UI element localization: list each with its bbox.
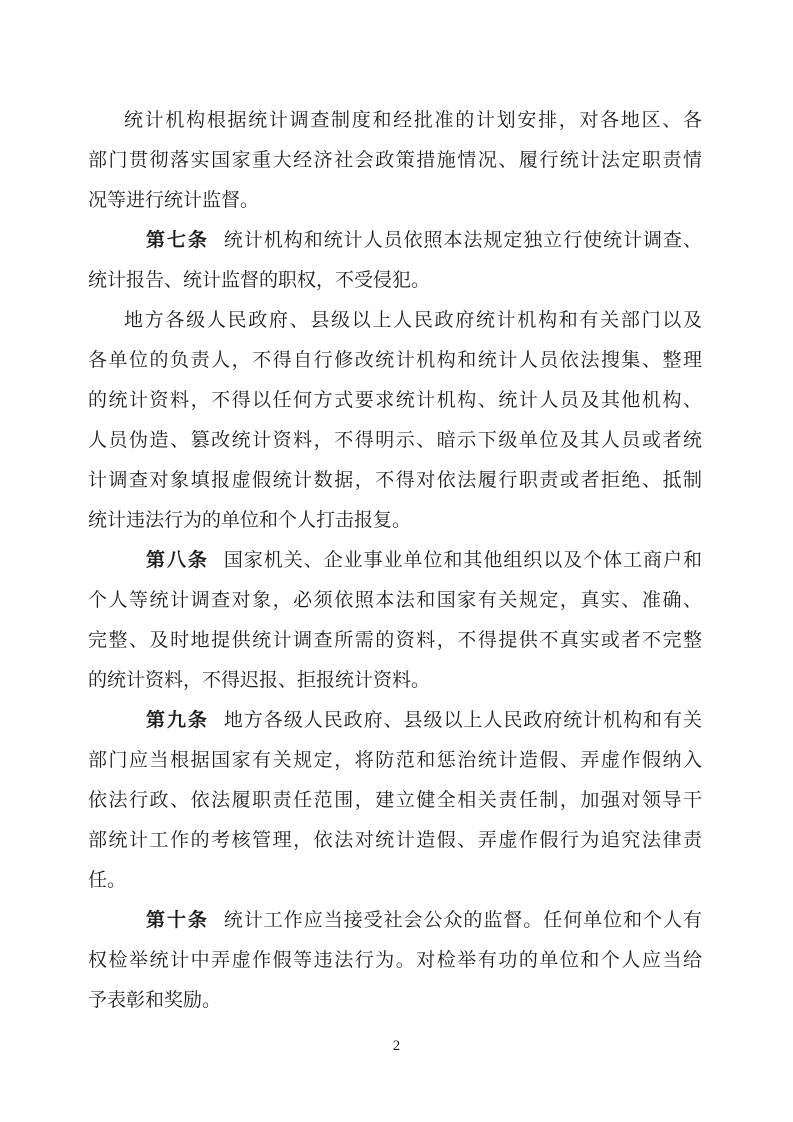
text-line: 个人等统计调查对象，必须依照本法和国家有关规定，真实、准确、	[88, 590, 702, 611]
text-line: 的统计资料，不得迟报、拒报统计资料。	[88, 670, 431, 691]
paragraph	[88, 301, 702, 541]
text-line: 统计报告、统计监督的职权，不受侵犯。	[88, 270, 431, 291]
paragraph	[88, 101, 702, 221]
article-paragraph	[88, 901, 702, 1021]
article-paragraph	[88, 541, 702, 701]
text-line: 统计违法行为的单位和个人打击报复。	[88, 510, 412, 531]
text-line: 部统计工作的考核管理，依法对统计造假、弄虚作假行为追究法律责	[88, 830, 702, 851]
article-paragraph	[88, 221, 702, 301]
page-number: 2	[392, 1038, 401, 1054]
text-line: 予表彰和奖励。	[88, 990, 222, 1011]
article-number: 第九条	[146, 710, 209, 731]
text-line: 计调查对象填报虚假统计数据，不得对依法履行职责或者拒绝、抵制	[88, 470, 702, 491]
article-number: 第七条	[146, 230, 209, 251]
text-line: 部门贯彻落实国家重大经济社会政策措施情况、履行统计法定职责情	[88, 150, 702, 171]
text-line: 统计机构根据统计调查制度和经批准的计划安排，对各地区、各	[124, 110, 702, 131]
text-line: 部门应当根据国家有关规定，将防范和惩治统计造假、弄虚作假纳入	[88, 750, 702, 771]
article-number: 第八条	[146, 550, 209, 571]
text-line: 况等进行统计监督。	[88, 190, 260, 211]
text-line: 权检举统计中弄虚作假等违法行为。对检举有功的单位和个人应当给	[88, 950, 702, 971]
text-line: 完整、及时地提供统计调查所需的资料，不得提供不真实或者不完整	[88, 630, 702, 651]
text-line: 第七条 统计机构和统计人员依照本法规定独立行使统计调查、	[146, 230, 702, 251]
document-body	[88, 101, 702, 1021]
text-line: 地方各级人民政府、县级以上人民政府统计机构和有关部门以及	[124, 310, 702, 331]
text-line: 任。	[88, 870, 127, 891]
text-line: 依法行政、依法履职责任范围，建立健全相关责任制，加强对领导干	[88, 790, 702, 811]
text-line: 各单位的负责人，不得自行修改统计机构和统计人员依法搜集、整理	[88, 350, 702, 371]
text-line: 第八条 国家机关、企业事业单位和其他组织以及个体工商户和	[146, 550, 702, 571]
text-line: 第十条 统计工作应当接受社会公众的监督。任何单位和个人有	[146, 910, 702, 931]
article-paragraph	[88, 701, 702, 901]
text-line: 的统计资料，不得以任何方式要求统计机构、统计人员及其他机构、	[88, 390, 702, 411]
text-line: 人员伪造、篡改统计资料，不得明示、暗示下级单位及其人员或者统	[88, 430, 702, 451]
article-number: 第十条	[146, 910, 209, 931]
text-line: 第九条 地方各级人民政府、县级以上人民政府统计机构和有关	[146, 710, 702, 731]
